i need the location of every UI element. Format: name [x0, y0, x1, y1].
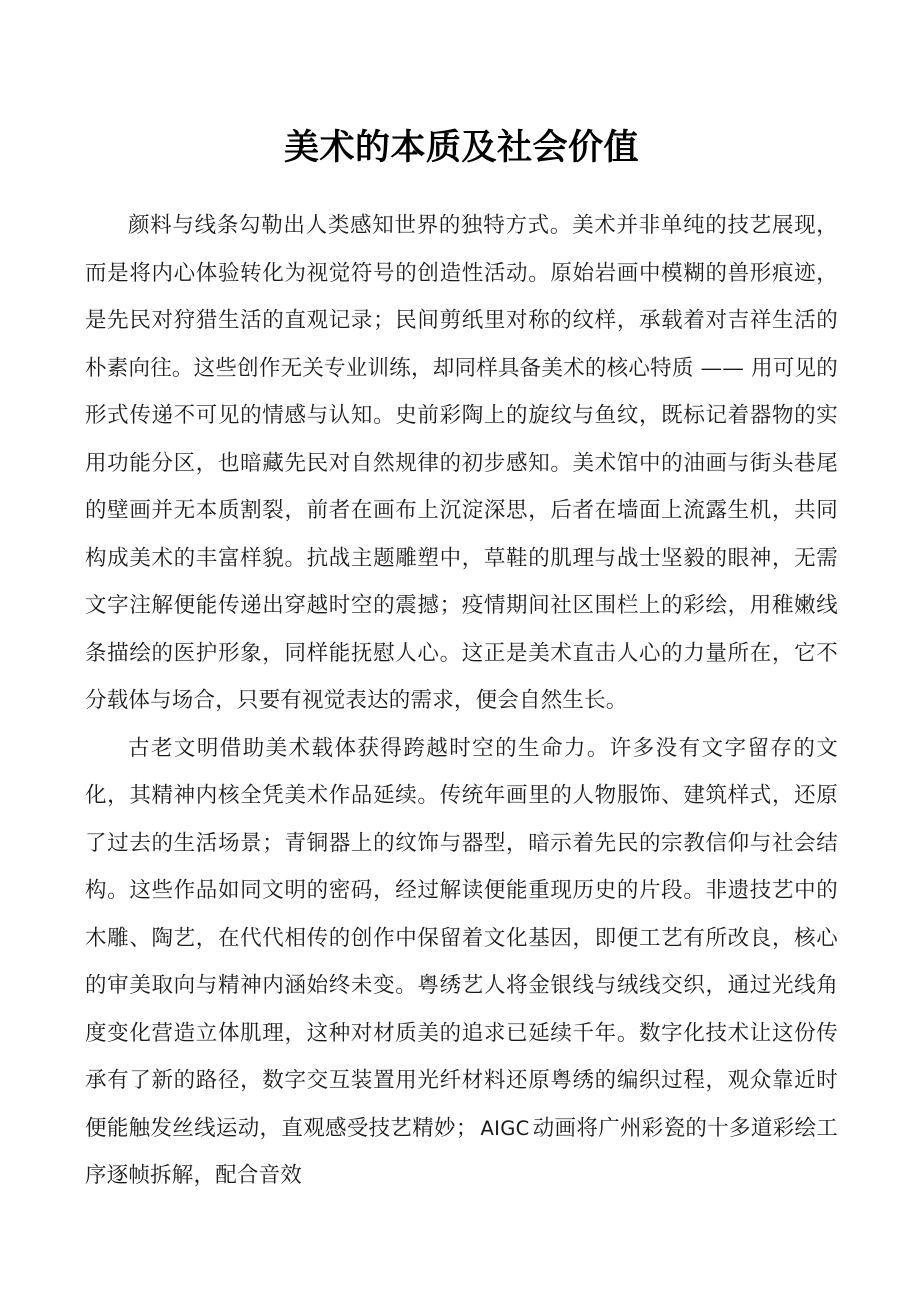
paragraph-2-text-before-latin: 古老文明借助美术载体获得跨越时空的生命力。许多没有文字留存的文化，其精神内核全凭美术作品延续。传统年画里的人物服饰、建筑样式，还原了过去的生活场景；青铜器上的纹饰与器型，暗示着先民的宗教信仰与社会结构。这些作品如同文明的密码，经过解读便能重现历史的片段。非遗技艺中的木雕、陶艺，在代代相传的创作中保留着文化基因，即便工艺有所改良，核心的审美取向与精神内涵始终未变。粤绣艺人将金银线与绒线交织，通过光线角度变化营造立体肌理，这种对材质美的追求已延续千年。数字化技术让这份传承有了新的路径，数字交互装置用光纤材料还原粤绣的编织过程，观众靠近时便能触发丝线运动，直观感受技艺精妙； — [85, 735, 838, 1141]
page-content-column — [85, 0, 838, 1200]
paragraph-1: 颜料与线条勾勒出人类感知世界的独特方式。美术并非单纯的技艺展现，而是将内心体验转化为视觉符号的创造性活动。原始岩画中模糊的兽形痕迹，是先民对狩猎生活的直观记录；民间剪纸里对称的纹样，承载着对吉祥生活的朴素向往。这些创作无关专业训练，却同样具备美术的核心特质 —— 用可见的形式传递不可见的情感与认知。史前彩陶上的旋纹与鱼纹，既标记着器物的实用功能分区，也暗藏先民对自然规律的初步感知。美术馆中的油画与街头巷尾的壁画并无本质割裂，前者在画布上沉淀深思，后者在墙面上流露生机，共同构成美术的丰富样貌。抗战主题雕塑中，草鞋的肌理与战士坚毅的眼神，无需文字注解便能传递出穿越时空的震撼；疫情期间社区围栏上的彩绘，用稚嫩线条描绘的医护形象，同样能抚慰人心。这正是美术直击人心的力量所在，它不分载体与场合，只要有视觉表达的需求，便会自然生长。 — [85, 213, 838, 713]
page-title: 美术的本质及社会价值 — [283, 128, 639, 168]
paragraph-2-text-after-latin: 动画将广州彩瓷的十多道彩绘工序逐帧拆解，配合音效 — [85, 1115, 838, 1188]
paragraph-2 — [85, 725, 838, 1200]
aigc-term: AIGC — [480, 1116, 530, 1140]
